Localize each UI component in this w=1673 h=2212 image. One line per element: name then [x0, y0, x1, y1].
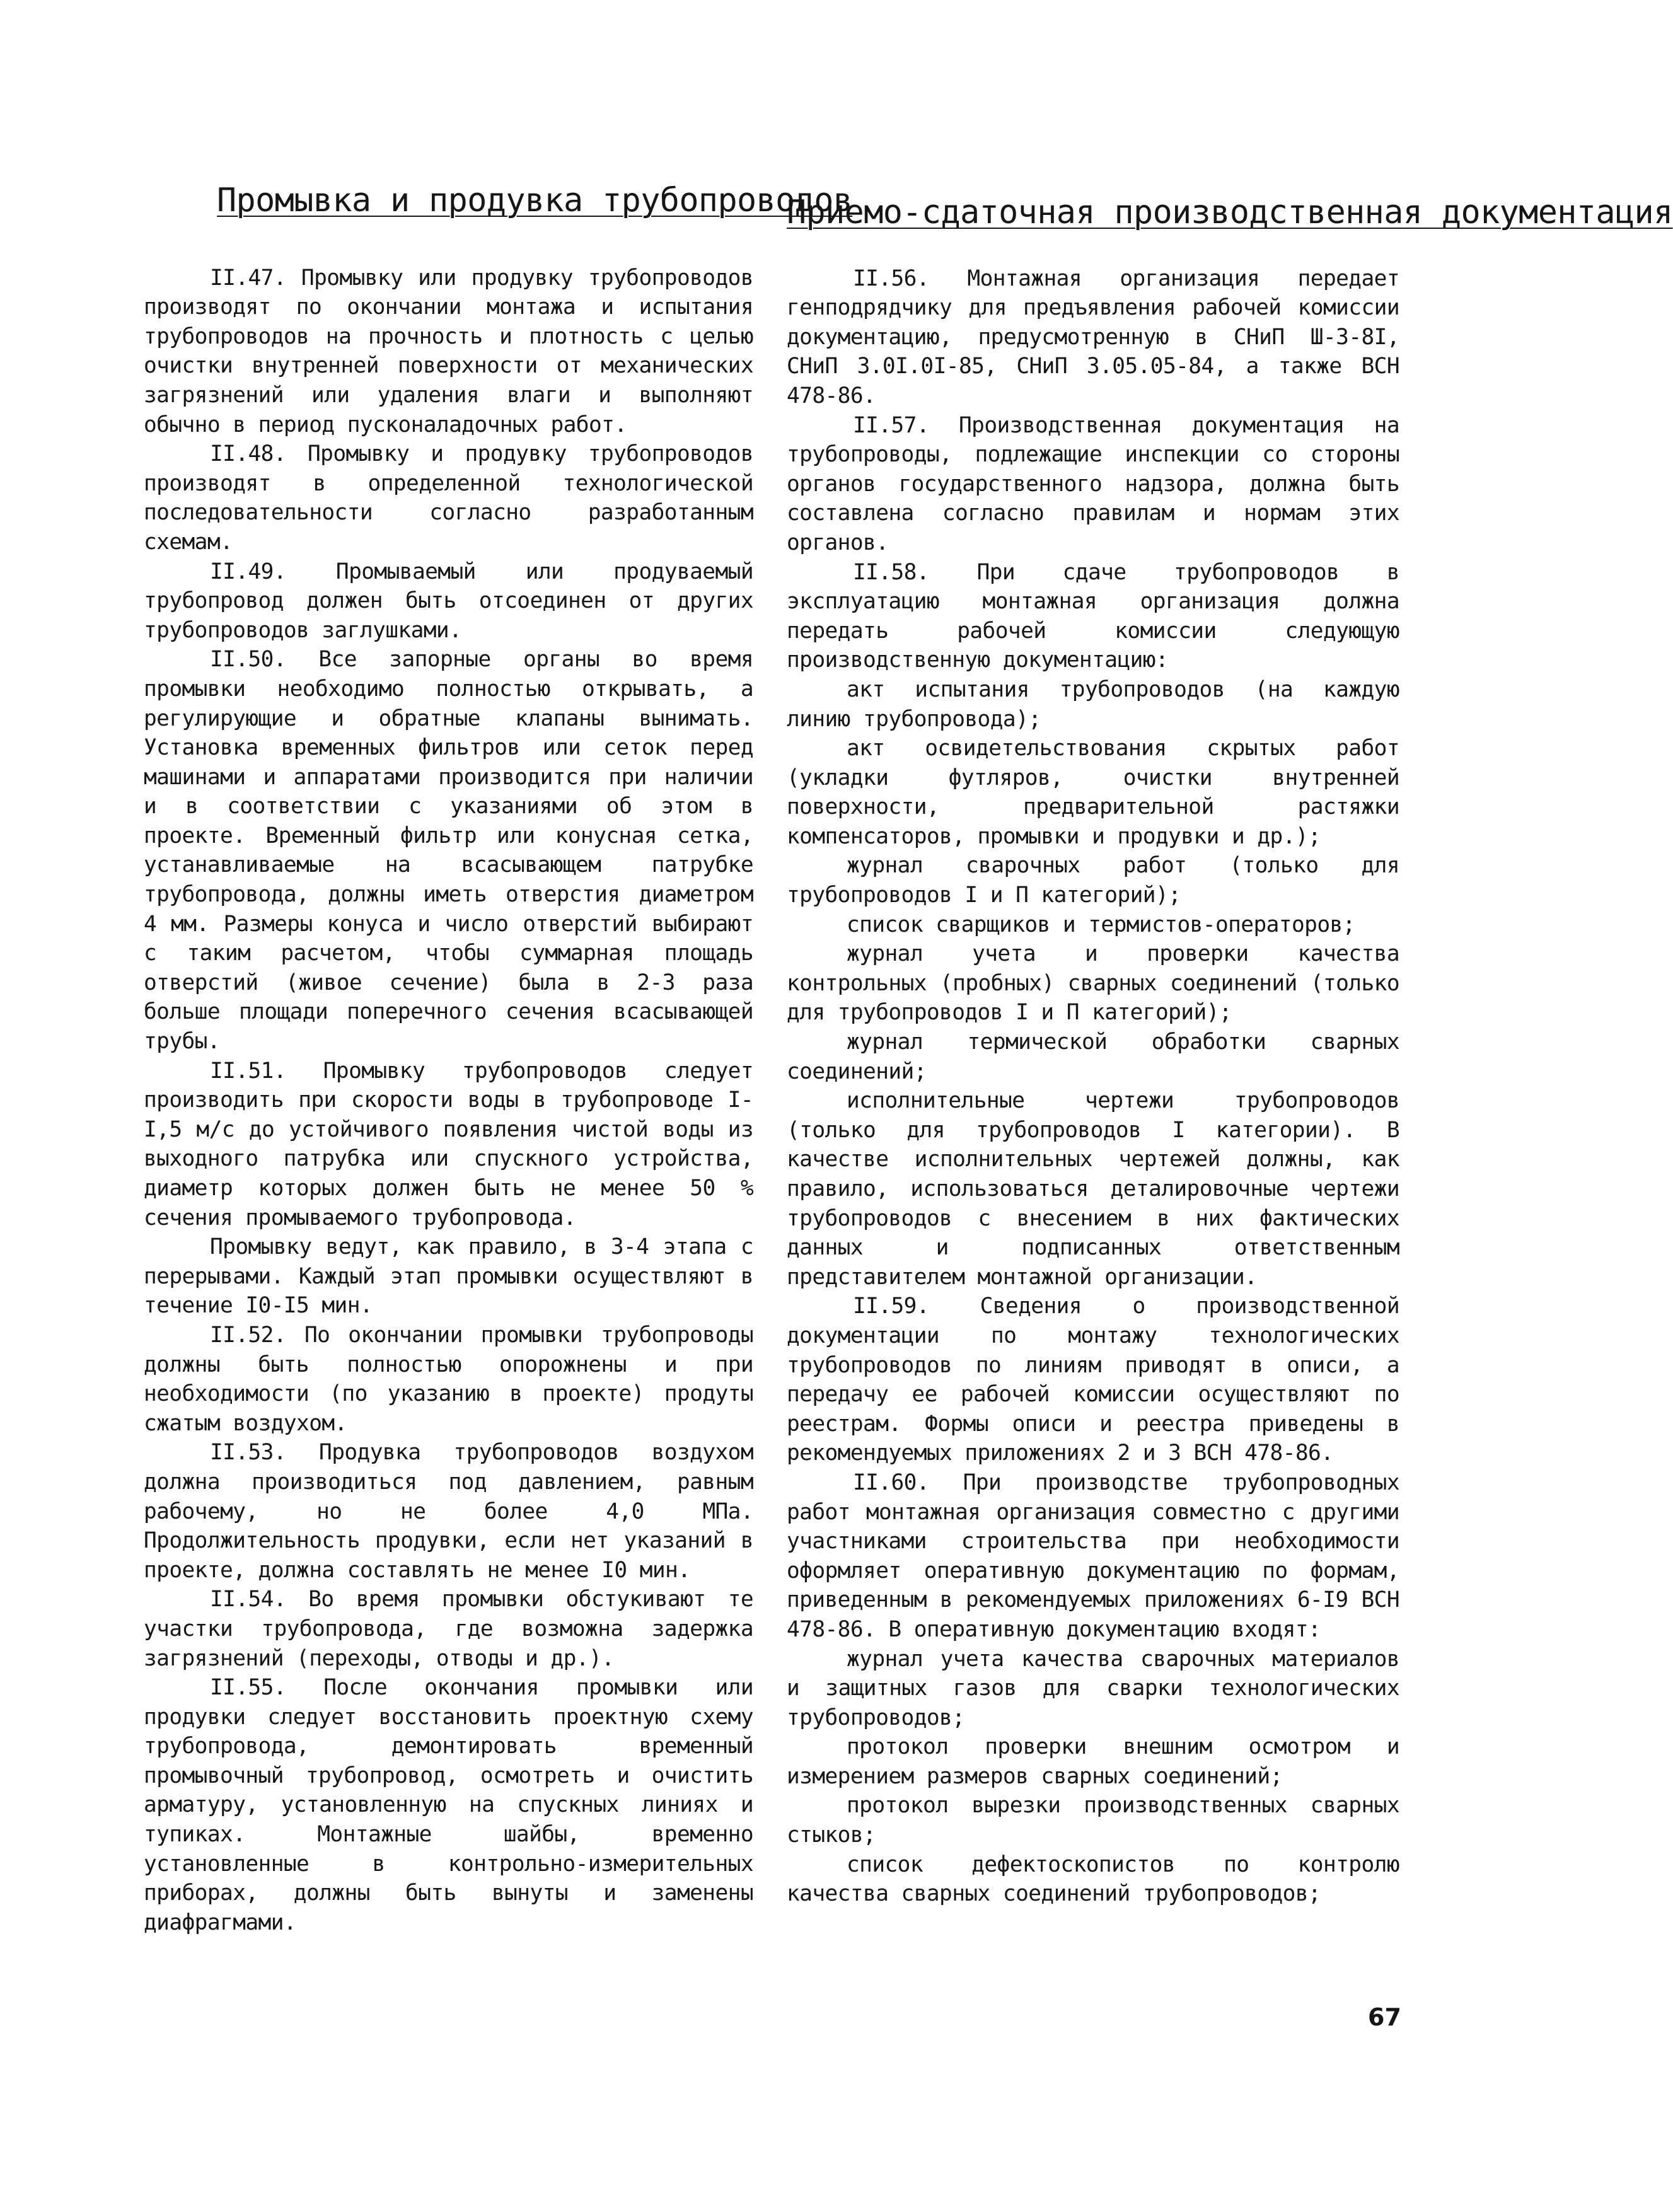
paragraph: II.59. Сведения о производственной документации по монтажу технологических трубопроводов по линиям приводят в описи, а передачу ее рабочей комиссии осуществляют по реестрам. Формы описи и реестра приведены в рекомендуемых приложениях 2 и 3 ВСН 478-86. — [787, 1294, 1399, 1466]
section-heading-acceptance-documentation: Приемо-сдаточная производственная документация — [787, 194, 1673, 231]
paragraph: II.57. Производственная документация на трубопроводы, подлежащие инспекции со стороны органов государственного надзора, должна быть составлена согласно правилам и нормам этих органов. — [787, 412, 1399, 555]
left-column-body — [144, 263, 753, 1938]
left-column — [144, 182, 853, 1937]
paragraph: II.56. Монтажная организация передает генподрядчику для предъявления рабочей комиссии документацию, предусмотренную в СНиП Ш-3-8I, СНиП 3.0I.0I-85, СНиП 3.05.05-84, а также ВСН 478-86. — [787, 265, 1399, 408]
paragraph: II.50. Все запорные органы во время промывки необходимо полностью открывать, а регулирующие и обратные клапаны вынимать. Установка временных фильтров или сеток перед машинами и аппаратами производится при наличии и в соответствии с указаниями об этом в проекте. Временный фильтр или конусная сетка, устанавливаемые на всасывающем патрубке трубопровода, должны иметь отверстия диаметром 4 мм. Размеры конуса и число отверстий выбирают с таким расчетом, чтобы суммарная площадь отверстий (живое сечение) была в 2-3 раза больше площади поперечного сечения всасывающей трубы. — [144, 647, 753, 1055]
paragraph: II.51. Промывку трубопроводов следует производить при скорости воды в трубопроводе I-I,5 м/с до устойчивого появления чистой воды из выходного патрубка или спускного устройства, диаметр которых должен быть не менее 50 % сечения промываемого трубопровода. — [144, 1058, 753, 1230]
paragraph: II.55. После окончания промывки или продувки следует восстановить проектную схему трубопровода, демонтировать временный промывочный трубопровод, осмотреть и очистить арматуру, установленную на спускных линиях и тупиках. Монтажные шайбы, временно установленные в контрольно-измерительных приборах, должны быть вынуты и заменены диафрагмами. — [144, 1675, 753, 1935]
paragraph: II.47. Промывку или продувку трубопроводов производят по окончании монтажа и испытания трубопроводов на прочность и плотность с целью очистки внутренней поверхности от механических загрязнений или удаления влаги и выполняют обычно в период пусконаладочных работ. — [144, 265, 753, 437]
document-list-item: список дефектоскопистов по контролю качества сварных соединений трубопроводов; — [787, 1851, 1399, 1907]
right-column-body — [787, 264, 1399, 1909]
document-list-item: акт освидетельствования скрытых работ (укладки футляров, очистки внутренней поверхности, предварительной растяжки компенсаторов, промывки и продувки и др.); — [787, 736, 1399, 849]
paragraph: II.48. Промывку и продувку трубопроводов производят в определенной технологической последовательности согласно разработанным схемам. — [144, 441, 753, 555]
paragraph: II.52. По окончании промывки трубопроводы должны быть полностью опорожнены и при необходимости (по указанию в проекте) продуты сжатым воздухом. — [144, 1322, 753, 1436]
document-list-item: журнал учета качества сварочных материалов и защитных газов для сварки технологических трубопроводов; — [787, 1646, 1399, 1730]
document-list-item: протокол проверки внешним осмотром и измерением размеров сварных соединений; — [787, 1734, 1399, 1789]
document-list-item: журнал учета и проверки качества контрольных (пробных) сварных соединений (только для трубопроводов I и П категорий); — [787, 941, 1399, 1026]
document-list-item: журнал термической обработки сварных соединений; — [787, 1029, 1399, 1084]
section-heading-flushing: Промывка и продувка трубопроводов — [217, 182, 853, 219]
page-number: 67 — [1368, 2003, 1401, 2031]
paragraph: Промывку ведут, как правило, в 3-4 этапа с перерывами. Каждый этап промывки осуществляют в течение I0-I5 мин. — [144, 1234, 753, 1319]
paragraph: II.58. При сдаче трубопроводов в эксплуатацию монтажная организация должна передать рабочей комиссии следующую производственную документацию: — [787, 559, 1399, 673]
paragraph: II.54. Во время промывки обстукивают те участки трубопровода, где возможна задержка загрязнений (переходы, отводы и др.). — [144, 1587, 753, 1671]
document-list-item: журнал сварочных работ (только для трубопроводов I и П категорий); — [787, 853, 1399, 908]
document-list-item: акт испытания трубопроводов (на каждую линию трубопровода); — [787, 676, 1399, 732]
paragraph: II.60. При производстве трубопроводных работ монтажная организация совместно с другими участниками строительства при необходимости оформляет оперативную документацию по формам, приведенным в рекомендуемых приложениях 6-I9 ВСН 478-86. В оперативную документацию входят: — [787, 1469, 1399, 1642]
right-column — [787, 186, 1673, 1909]
paragraph: II.53. Продувка трубопроводов воздухом должна производиться под давлением, равным рабочему, но не более 4,0 МПа. Продолжительность продувки, если нет указаний в проекте, должна составлять не менее I0 мин. — [144, 1440, 753, 1583]
document-list-item: список сварщиков и термистов-операторов; — [847, 912, 1355, 937]
paragraph: II.49. Промываемый или продуваемый трубопровод должен быть отсоединен от других трубопроводов заглушками. — [144, 559, 753, 643]
document-list-item: исполнительные чертежи трубопроводов (только для трубопроводов I категории). В качестве исполнительных чертежей должны, как правило, использоваться деталировочные чертежи трубопроводов с внесением в них фактических данных и подписанных ответственным представителем монтажной организации. — [787, 1088, 1399, 1290]
document-list-item: протокол вырезки производственных сварных стыков; — [787, 1793, 1399, 1848]
